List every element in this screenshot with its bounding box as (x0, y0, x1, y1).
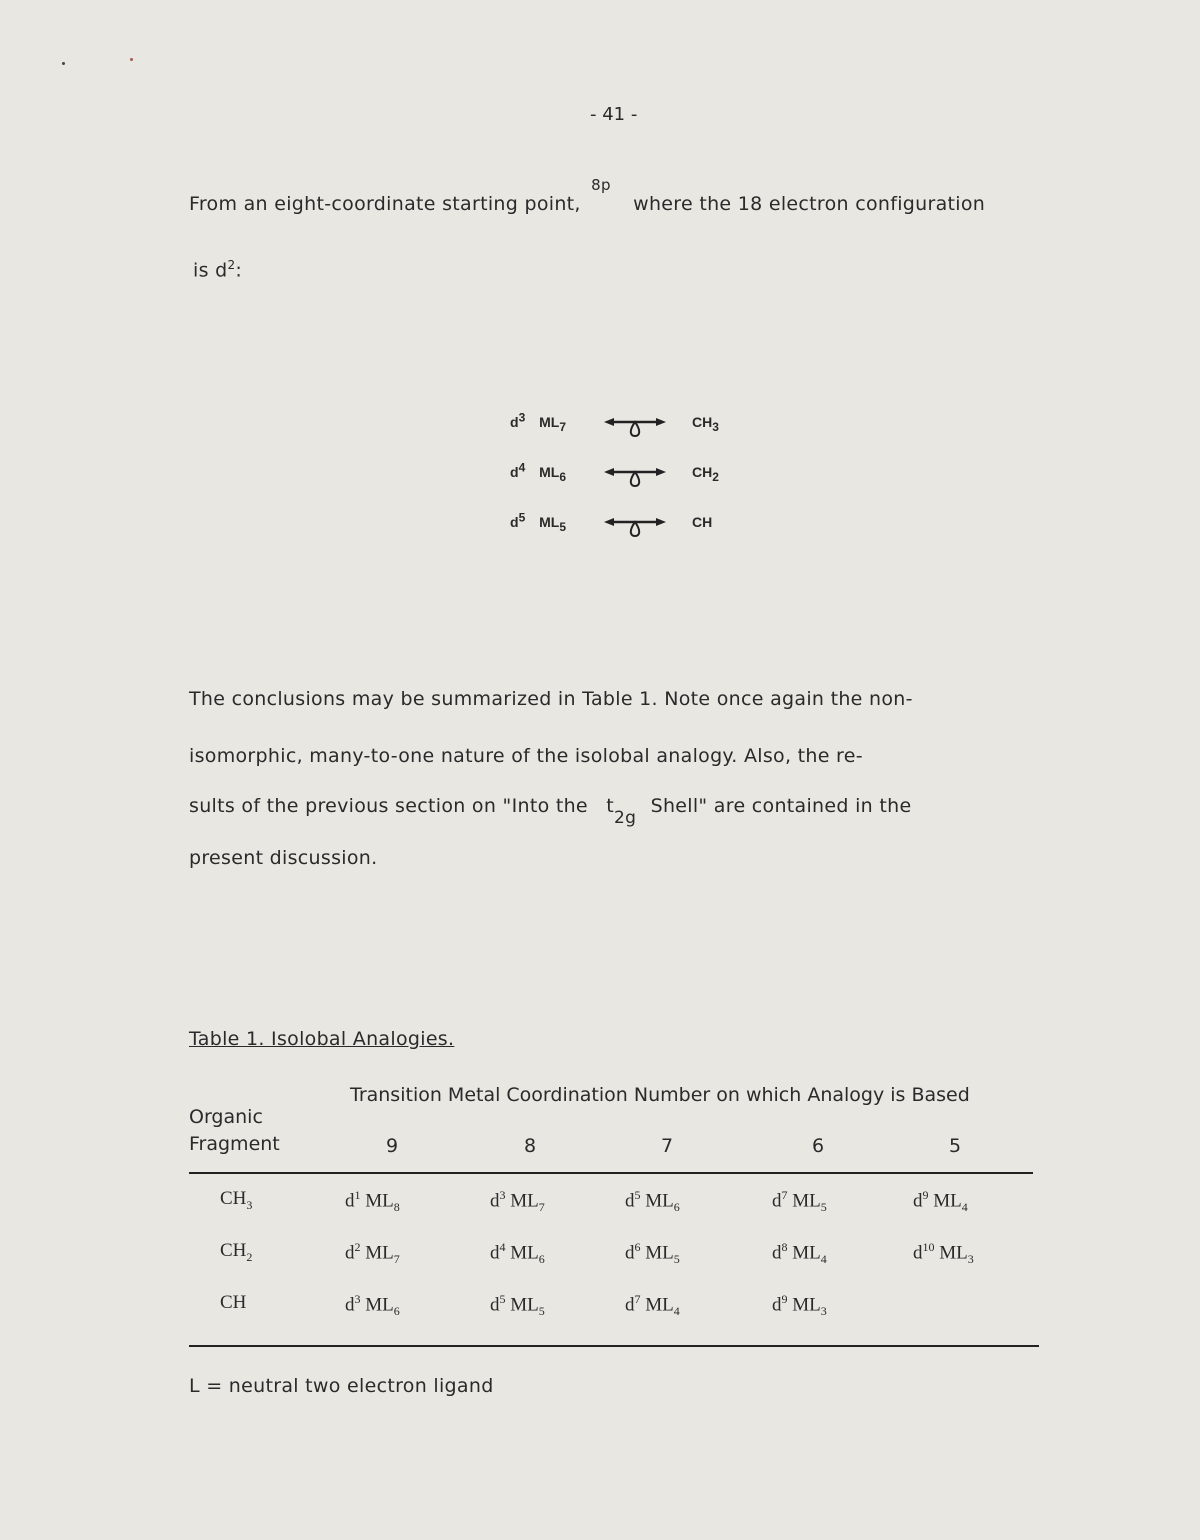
table-cell: $d^9$ $ML_4$ (913, 1188, 968, 1215)
paragraph-1-line-2 (193, 258, 242, 281)
table-cell: $d^4$ $ML_6$ (490, 1240, 545, 1267)
table-bottom-rule (189, 1345, 1039, 1347)
organic-fragment: $CH_3$ (692, 414, 719, 434)
metal-fragment: $ML_7$ (539, 413, 567, 434)
d-count: $d^5$ (510, 510, 526, 530)
table-footnote: L = neutral two electron ligand (189, 1375, 494, 1397)
text: is d (193, 259, 228, 282)
text: sults of the previous section on "Into the (189, 795, 588, 817)
table-cell: $d^7$ $ML_4$ (625, 1292, 680, 1319)
speck (130, 58, 133, 61)
isolobal-arrow-icon (604, 416, 666, 442)
diagram-row (510, 510, 566, 533)
superscript: 2 (227, 258, 236, 272)
table-super-header: Transition Metal Coordination Number on which Analogy is Based (350, 1084, 970, 1106)
table-cell: $d^5$ $ML_5$ (490, 1292, 545, 1319)
paragraph-2-line-3 (189, 795, 912, 828)
table-cell: $d^5$ $ML_6$ (625, 1188, 680, 1215)
d-count: $d^3$ (510, 410, 526, 430)
table-cell: $d^3$ $ML_7$ (490, 1188, 545, 1215)
paragraph-1-line-1 (189, 176, 986, 215)
subscript: 2g (614, 807, 637, 828)
isolobal-arrow-icon (604, 466, 666, 492)
table-cell: $d^9$ $ML_3$ (772, 1292, 827, 1319)
row-header-line-1: Organic (189, 1106, 263, 1128)
paragraph-2-line-4: present discussion. (189, 847, 378, 869)
table-cell: $d^2$ $ML_7$ (345, 1240, 400, 1267)
fragment-cell: CH (220, 1292, 247, 1313)
table-caption: Table 1. Isolobal Analogies. (189, 1028, 455, 1050)
paragraph-2-line-2: isomorphic, many-to-one nature of the isolobal analogy. Also, the re- (189, 745, 863, 767)
isolobal-arrow-icon (604, 516, 666, 542)
speck (62, 62, 65, 65)
text: t (606, 795, 615, 817)
reference-8p: 8p (591, 176, 611, 194)
column-header: 7 (661, 1135, 674, 1157)
d-count: $d^4$ (510, 460, 526, 480)
table-cell: $d^3$ $ML_6$ (345, 1292, 400, 1319)
text: Shell" are contained in the (650, 795, 912, 817)
paragraph-2-line-1: The conclusions may be summarized in Table 1. Note once again the non- (189, 688, 913, 710)
text: From an eight-coordinate starting point, (189, 193, 581, 215)
column-header: 5 (949, 1135, 962, 1157)
table-top-rule (189, 1172, 1033, 1174)
table-cell: $d^6$ $ML_5$ (625, 1240, 680, 1267)
column-header: 8 (524, 1135, 537, 1157)
table-cell: $d^7$ $ML_5$ (772, 1188, 827, 1215)
table-cell: $d^1$ $ML_8$ (345, 1188, 400, 1215)
diagram-row (510, 460, 566, 483)
text: where the 18 electron configuration (633, 193, 986, 215)
fragment-cell: $CH_2$ (220, 1240, 253, 1264)
diagram-row (510, 410, 566, 433)
organic-fragment: CH (692, 514, 713, 530)
table-cell: $d^{10}$ $ML_3$ (913, 1240, 974, 1267)
row-header-line-2: Fragment (189, 1133, 280, 1155)
metal-fragment: $ML_5$ (539, 513, 567, 534)
page-number: - 41 - (590, 104, 638, 125)
metal-fragment: $ML_6$ (539, 463, 567, 484)
table-cell: $d^8$ $ML_4$ (772, 1240, 827, 1267)
column-header: 6 (812, 1135, 825, 1157)
text: : (235, 259, 243, 282)
column-header: 9 (386, 1135, 399, 1157)
organic-fragment: $CH_2$ (692, 464, 719, 484)
fragment-cell: $CH_3$ (220, 1188, 253, 1212)
